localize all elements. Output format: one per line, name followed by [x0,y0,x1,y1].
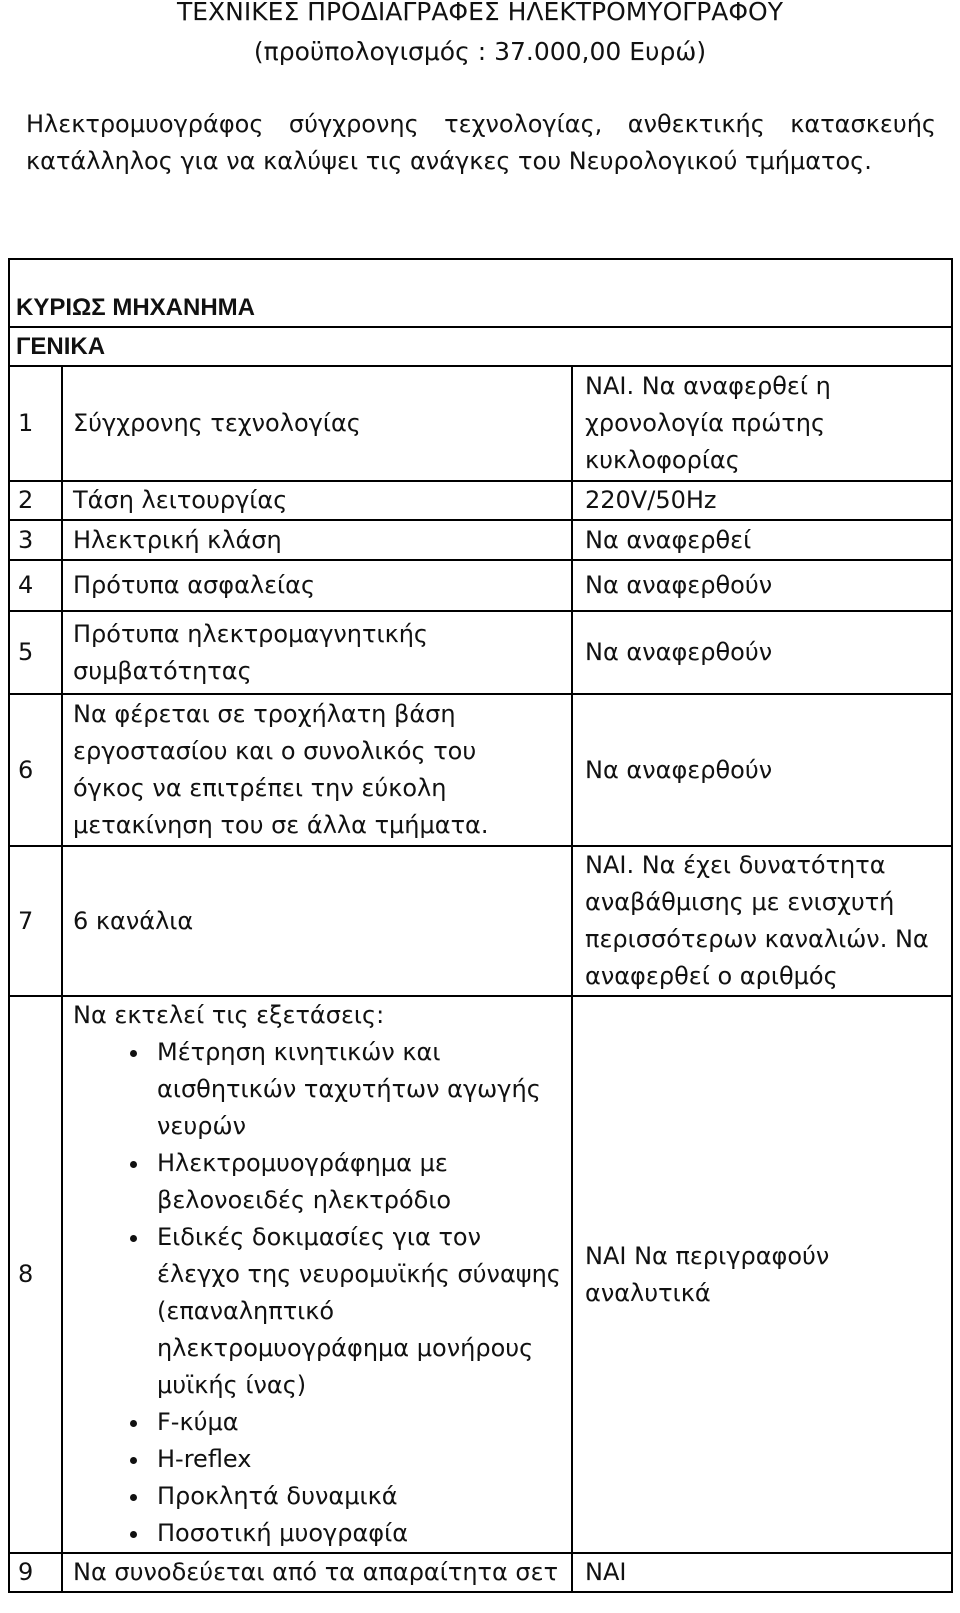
row-description: Να φέρεται σε τροχήλατη βάση εργοστασίου και ο συνολικός του όγκος να επιτρέπει την εύκολη μετακίνηση του σε άλλα τμήματα. [62,694,572,846]
row-requirement: Να αναφερθεί [572,520,952,560]
row-requirement: Να αναφερθούν [572,611,952,694]
list-item: • Ηλεκτρομυογράφημα με βελονοειδές ηλεκτρόδιο [151,1145,571,1219]
list-item: • Μέτρηση κινητικών και αισθητικών ταχυτήτων αγωγής νευρών [151,1034,571,1145]
list-item: • H-reflex [151,1441,571,1478]
section-main-row [9,259,952,327]
row-description: Ηλεκτρική κλάση [62,520,572,560]
section-general-row [9,327,952,366]
table-row [9,996,952,1553]
row-number: 4 [9,560,62,611]
row-number: 3 [9,520,62,560]
table-row [9,1553,952,1592]
row-requirement: 220V/50Hz [572,481,952,520]
list-item: • Ποσοτική μυογραφία [151,1515,571,1552]
row-requirement: ΝΑΙ [572,1553,952,1592]
section-main-heading: ΚΥΡΙΩΣ ΜΗΧΑΝΗΜΑ [9,259,952,327]
table-row [9,481,952,520]
table-row [9,366,952,481]
list-item: • Προκλητά δυναμικά [151,1478,571,1515]
row-description: Να συνοδεύεται από τα απαραίτητα σετ [62,1553,572,1592]
list-item: • Ειδικές δοκιμασίες για τον έλεγχο της νευρομυϊκής σύναψης (επαναληπτικό ηλεκτρομυογράφημα μονήρους μυϊκής ίνας) [151,1219,571,1404]
row-description [62,996,572,1553]
row-requirement: ΝΑΙ. Να έχει δυνατότητα αναβάθμισης με ενισχυτή περισσότερων καναλιών. Να αναφερθεί ο αριθμός [572,846,952,996]
table-row [9,694,952,846]
tests-intro: Να εκτελεί τις εξετάσεις: [73,1001,385,1029]
row-number: 9 [9,1553,62,1592]
intro-paragraph [26,106,936,180]
row-number: 5 [9,611,62,694]
row-description: 6 κανάλια [62,846,572,996]
row-requirement: Να αναφερθούν [572,694,952,846]
table-row [9,520,952,560]
table-row [9,560,952,611]
row-description: Πρότυπα ηλεκτρομαγνητικής συμβατότητας [62,611,572,694]
intro-line-2: κατάλληλος για να καλύψει τις ανάγκες του Νευρολογικού τμήματος. [26,147,872,175]
document-title: ΤΕΧΝΙΚΕΣ ΠΡΟΔΙΑΓΡΑΦΕΣ ΗΛΕΚΤΡΟΜΥΟΓΡΑΦΟΥ [176,0,784,26]
section-general-heading: ΓΕΝΙΚΑ [9,327,952,366]
list-item: • F-κύμα [151,1404,571,1441]
budget-subtitle: (προϋπολογισμός : 37.000,00 Ευρώ) [253,37,707,66]
row-number: 6 [9,694,62,846]
row-number: 1 [9,366,62,481]
row-number: 8 [9,996,62,1553]
row-requirement: ΝΑΙ. Να αναφερθεί η χρονολογία πρώτης κυκλοφορίας [572,366,952,481]
row-requirement: ΝΑΙ Να περιγραφούν αναλυτικά [572,996,952,1553]
row-description: Τάση λειτουργίας [62,481,572,520]
row-number: 2 [9,481,62,520]
spec-table [8,258,953,1593]
tests-list [73,1034,571,1552]
row-description: Σύγχρονης τεχνολογίας [62,366,572,481]
table-row [9,846,952,996]
row-requirement: Να αναφερθούν [572,560,952,611]
row-number: 7 [9,846,62,996]
row-description: Πρότυπα ασφαλείας [62,560,572,611]
table-row [9,611,952,694]
intro-line-1: Ηλεκτρομυογράφος σύγχρονης τεχνολογίας, ανθεκτικής κατασκευής [26,110,936,138]
